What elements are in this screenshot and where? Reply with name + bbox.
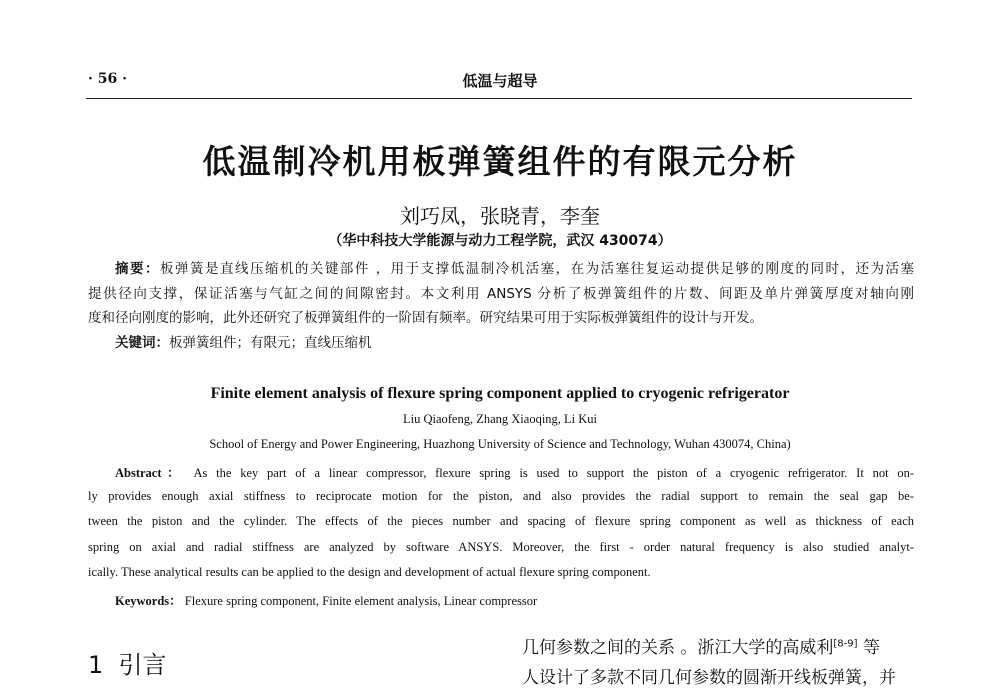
abstract-en-line: spring on axial and radial stiffness are analyzed by software ANSYS. Moreover, the first - order natural frequency is also studied analyt- [88,540,914,554]
english-school: School of Energy and Power Engineering, Huazhong University of Science and Technology, Wuhan 430074, China) [209,437,791,451]
page-number: · 56 · [88,71,127,87]
abstract-cn-line: 提供径向支撑，保证活塞与气缸之间的间隙密封。本文利用 ANSYS 分析了板弹簧组件的片数、间距及单片弹簧厚度对轴向刚 [88,286,914,302]
abstract-en-line: ically. These analytical results can be applied to the design and development of actual flexure spring component. [88,565,651,579]
abstract-en-line: Abstract： As the key part of a linear compressor, flexure spring is used to support the piston of a cryogenic refrigerator. It not on- [115,466,914,480]
abstract-cn-line: 摘要：板弹簧是直线压缩机的关键部件 ，用于支撑低温制冷机活塞，在为活塞往复运动提供足够的刚度的同时，还为活塞 [115,261,914,277]
keywords-en: Keywords： Flexure spring component, Finite element analysis, Linear compressor [115,594,538,608]
abstract-cn-line: 度和径向刚度的影响，此外还研究了板弹簧组件的一阶固有频率。研究结果可用于实际板弹簧组件的设计与开发。 [88,310,763,326]
english-authors: Liu Qiaofeng, Zhang Xiaoqing, Li Kui [402,412,598,426]
header-rule [86,98,912,99]
abstract-cn-label: 摘要： [115,261,160,277]
keywords-en-label: Keywords： [115,594,182,608]
affiliation: （华中科技大学能源与动力工程学院，武汉 430074） [328,233,672,249]
body-line: 几何参数之间的关系 。浙江大学的高威利[8-9] 等 [522,638,880,658]
abstract-en-label: Abstract： [115,466,186,480]
abstract-en-line: tween the piston and the cylinder. The effects of the pieces number and spacing of flexure spring component as well as thickness of each [88,514,914,528]
keywords-cn: 关键词：板弹簧组件；有限元；直线压缩机 [115,335,372,351]
paper-title: 低温制冷机用板弹簧组件的有限元分析 [202,142,798,181]
english-title: Finite element analysis of flexure spring component applied to cryogenic refrigerator [210,385,790,402]
body-line: 人设计了多款不同几何参数的圆渐开线板弹簧，并 [522,668,896,688]
abstract-en-line: ly provides enough axial stiffness to reciprocate motion for the piston, and also provides the radial support to remain the seal gap be- [88,489,914,503]
journal-name: 低温与超导 [462,72,538,90]
authors: 刘巧凤，张晓青，李奎 [400,204,600,228]
keywords-cn-label: 关键词： [115,335,169,351]
section-heading: 1 引言 [88,651,167,679]
citation: [8-9] [833,638,858,650]
